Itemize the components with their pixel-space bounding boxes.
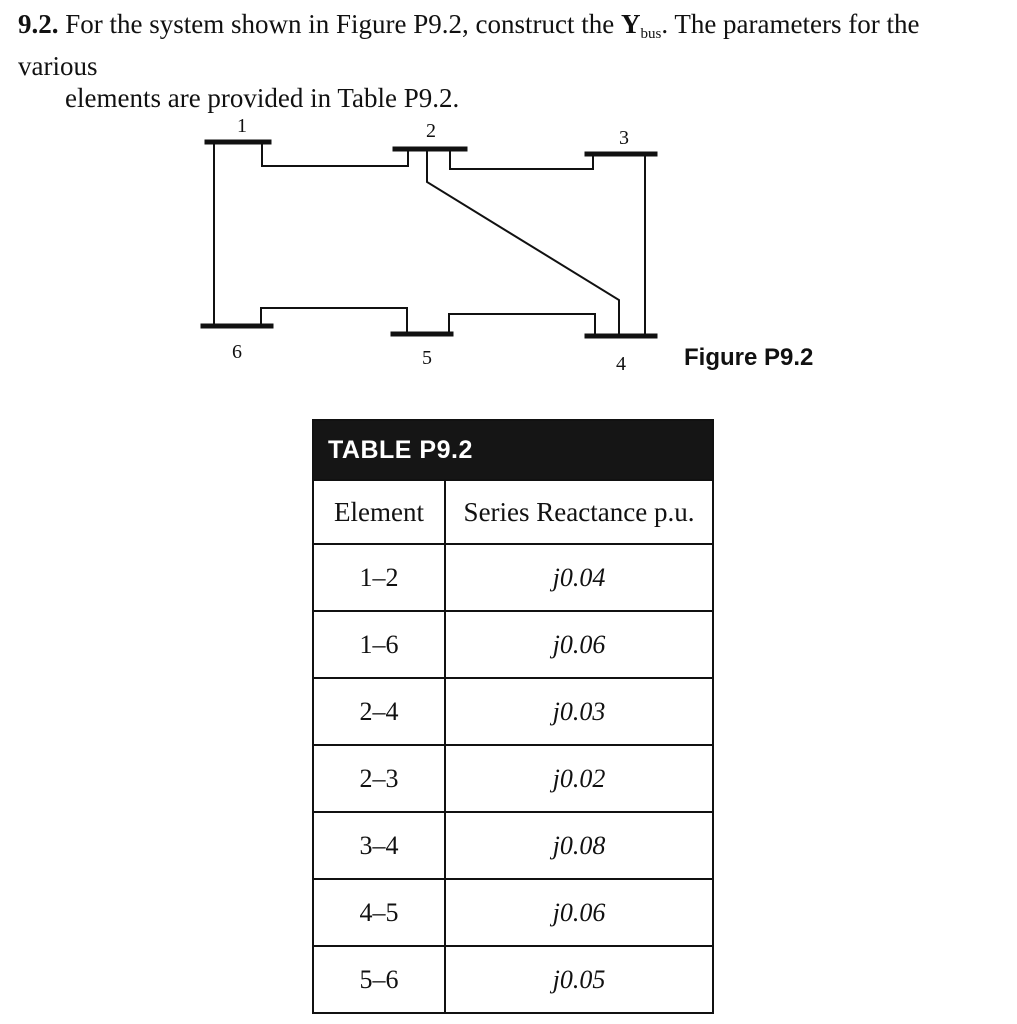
- reactance-cell: [445, 745, 713, 812]
- reactance-cell: [445, 879, 713, 946]
- element-cell: 2–3: [313, 745, 445, 812]
- reactance-value: j0.06: [552, 897, 606, 927]
- problem-text-line2: elements are provided in Table P9.2.: [65, 83, 460, 113]
- element-cell: 4–5: [313, 879, 445, 946]
- bus-label-6: 6: [232, 341, 242, 363]
- problem-text-end: . The parameters for the various: [18, 9, 920, 81]
- problem-number: 9.2.: [18, 9, 59, 39]
- table-row: [313, 544, 713, 611]
- ybus-main: Y: [620, 9, 641, 39]
- line-2-4: [427, 149, 619, 336]
- reactance-cell: [445, 611, 713, 678]
- reactance-value: j0.03: [552, 696, 606, 726]
- table-row: [313, 611, 713, 678]
- header-reactance: Series Reactance p.u.: [445, 480, 713, 544]
- table-row: [313, 678, 713, 745]
- table-row: [313, 946, 713, 1013]
- reactance-value: j0.06: [552, 629, 606, 659]
- reactance-cell: [445, 946, 713, 1013]
- reactance-cell: [445, 544, 713, 611]
- figure-caption: Figure P9.2: [684, 344, 814, 371]
- problem-text-start: For the system shown in Figure P9.2, construct the: [58, 9, 621, 39]
- line-6-5: [261, 308, 407, 334]
- bus-label-5: 5: [422, 347, 432, 369]
- bus-label-4: 4: [616, 353, 626, 375]
- reactance-value: j0.02: [552, 763, 606, 793]
- element-cell: 2–4: [313, 678, 445, 745]
- ybus-symbol: [620, 9, 662, 42]
- one-line-diagram: [195, 110, 675, 380]
- table-title: TABLE P9.2: [313, 420, 713, 480]
- reactance-cell: [445, 812, 713, 879]
- table-row: [313, 812, 713, 879]
- reactance-value: j0.05: [552, 964, 606, 994]
- table-row: [313, 745, 713, 812]
- line-1-2: [262, 142, 408, 166]
- reactance-value: j0.08: [552, 830, 606, 860]
- line-5-4: [449, 314, 595, 336]
- ybus-subscript: bus: [640, 26, 662, 42]
- table-row: [313, 879, 713, 946]
- element-cell: 1–2: [313, 544, 445, 611]
- table-header-row: [313, 480, 713, 544]
- reactance-cell: [445, 678, 713, 745]
- bus-label-3: 3: [619, 127, 629, 149]
- line-2-3: [450, 149, 593, 169]
- table-title-row: [313, 420, 713, 480]
- reactance-value: j0.04: [552, 562, 606, 592]
- element-cell: 3–4: [313, 812, 445, 879]
- header-element: Element: [313, 480, 445, 544]
- system-diagram: [195, 110, 675, 380]
- parameter-table: [312, 419, 714, 1014]
- element-cell: 5–6: [313, 946, 445, 1013]
- bus-label-2: 2: [426, 120, 436, 142]
- element-cell: 1–6: [313, 611, 445, 678]
- bus-label-1: 1: [237, 115, 247, 137]
- problem-statement: [18, 8, 998, 114]
